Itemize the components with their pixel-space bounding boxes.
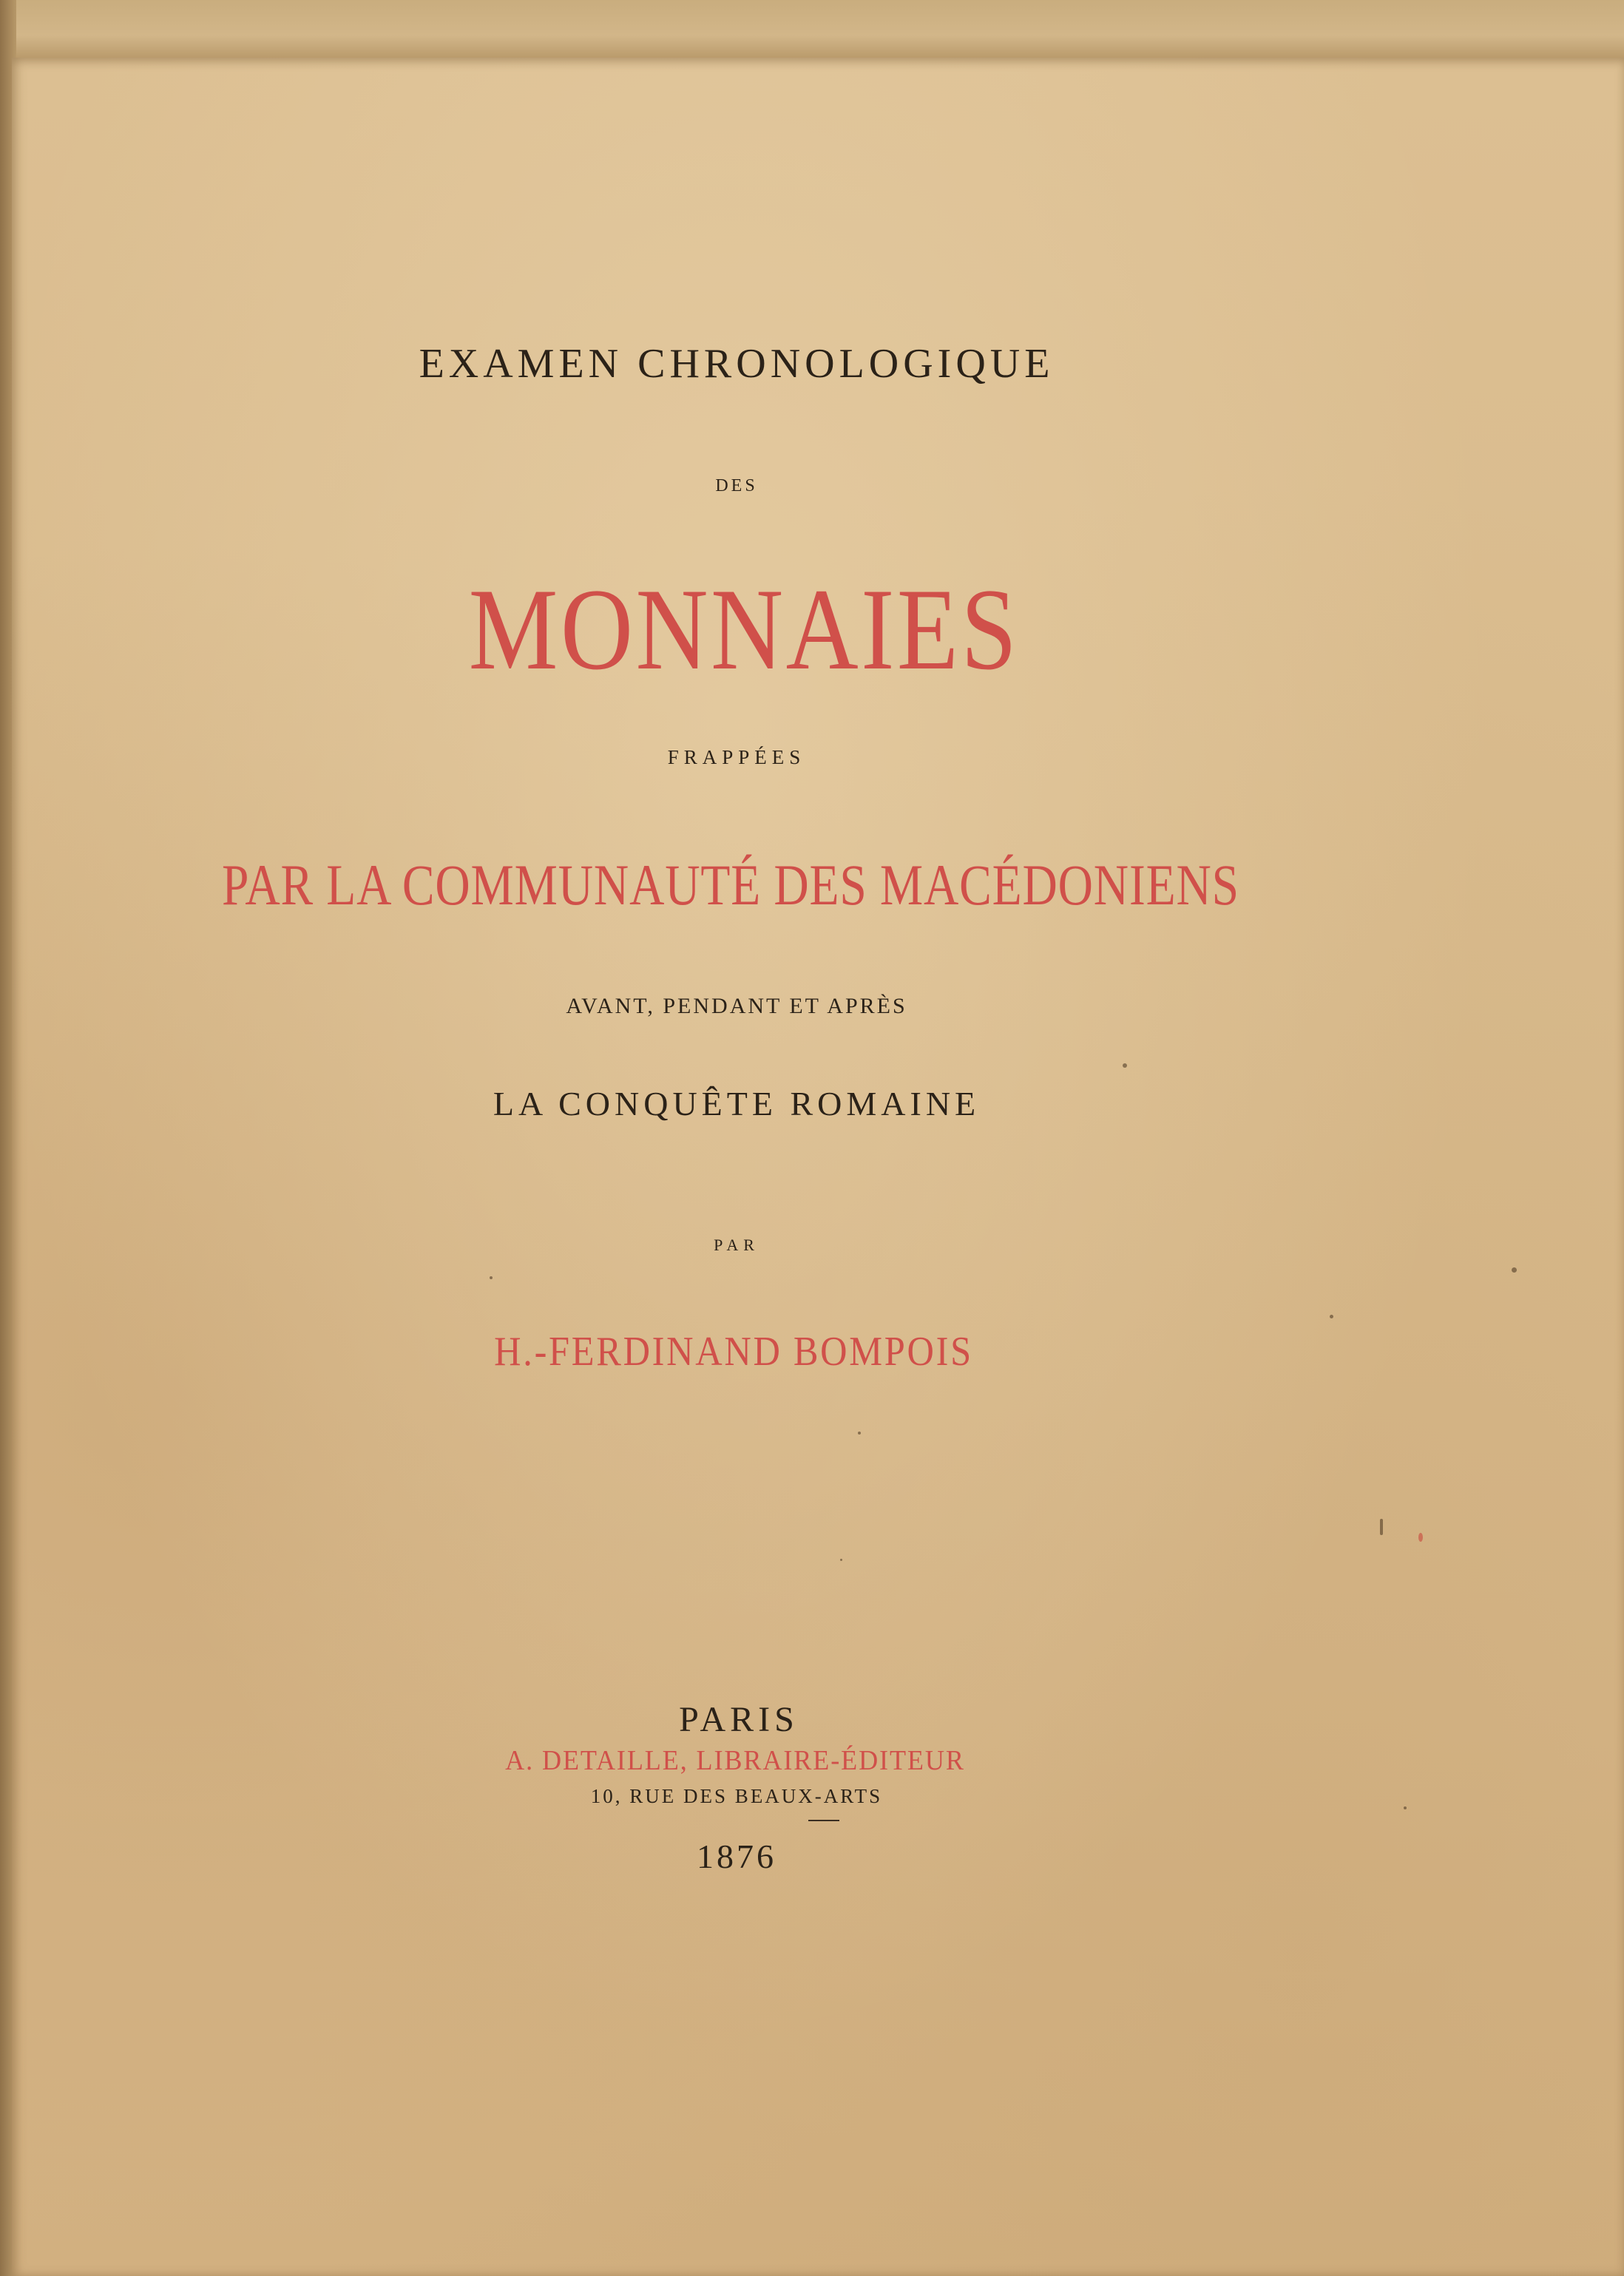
par-line: PAR [714,1236,759,1254]
paper-speck [1404,1806,1407,1809]
paper-speck [490,1276,493,1279]
top-paper-strip [0,0,1624,59]
imprint-publisher: A. DETAILLE, LIBRAIRE-ÉDITEUR [505,1745,965,1776]
des-line: DES [715,476,758,495]
paper-speck [840,1559,842,1561]
paper-speck [858,1432,861,1435]
paper-speck [1330,1315,1333,1318]
imprint-rule [808,1820,839,1821]
paper-speck [1512,1267,1517,1273]
paper-speck [1123,1063,1127,1068]
main-title: MONNAIES [468,565,1020,694]
conquete-line: LA CONQUÊTE ROMAINE [493,1085,981,1122]
imprint-year: 1876 [697,1838,777,1875]
paper-speck [1380,1519,1383,1535]
subtitle: PAR LA COMMUNAUTÉ DES MACÉDONIENS [222,853,1239,917]
avant-line: AVANT, PENDANT ET APRÈS [566,994,907,1018]
author-name: H.-FERDINAND BOMPOIS [494,1329,973,1375]
heading: EXAMEN CHRONOLOGIQUE [419,341,1055,387]
frappees-line: FRAPPÉES [667,746,806,768]
imprint-address: 10, RUE DES BEAUX-ARTS [590,1785,883,1807]
imprint-city: PARIS [679,1700,799,1739]
paper-speck [1418,1533,1423,1542]
paper-sheet [12,58,1624,2276]
